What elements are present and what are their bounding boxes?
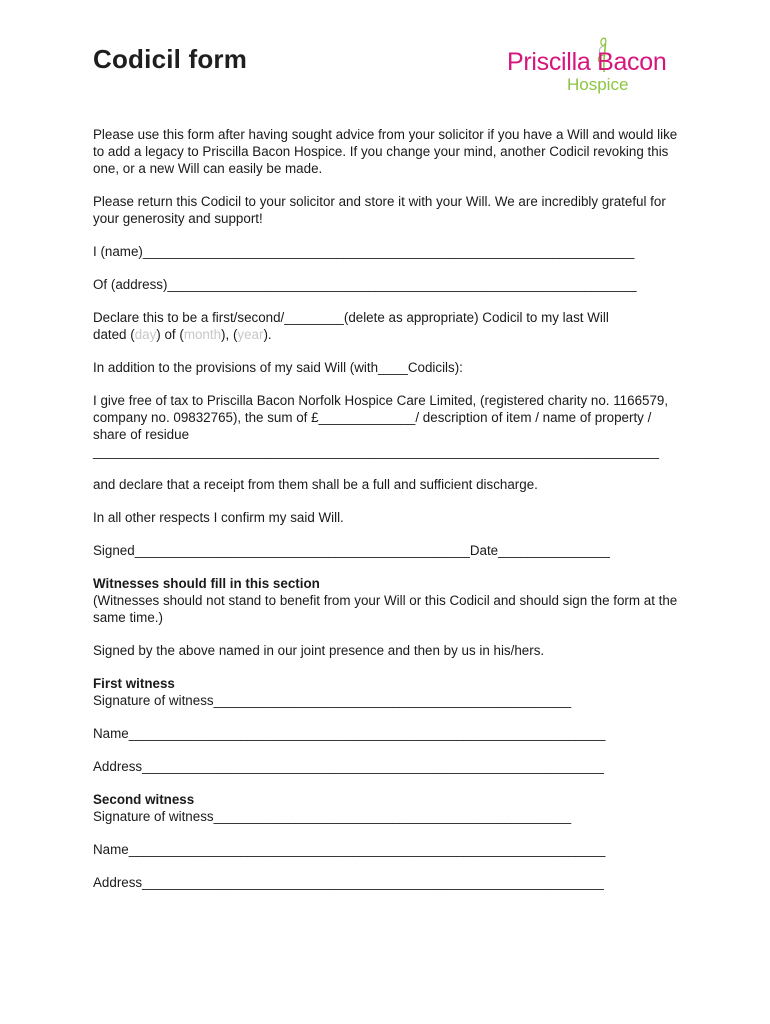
declaration-field[interactable] [93, 309, 683, 343]
second-witness-name-field[interactable]: Name________________________________________________________________ [93, 842, 606, 857]
witness-note: (Witnesses should not stand to benefit from your Will or this Codicil and should sign the form at the same time.) [93, 593, 678, 625]
second-witness-signature-field[interactable]: Signature of witness________________________________________________ [93, 809, 572, 824]
year-placeholder[interactable]: year [237, 327, 264, 342]
second-witness-heading: Second witness [93, 792, 195, 807]
logo-brand-sub: Hospice [567, 75, 629, 94]
first-witness-address-field[interactable]: Address______________________________________________________________ [93, 759, 604, 774]
confirm-text: In all other respects I confirm my said Will. [93, 510, 344, 525]
dated-prefix: dated ( [93, 327, 135, 342]
receipt-text: and declare that a receipt from them shall be a full and sufficient discharge. [93, 477, 538, 492]
declaration-line: Declare this to be a first/second/________(delete as appropriate) Codicil to my last Will [93, 310, 609, 325]
dated-suffix: ). [263, 327, 272, 342]
second-witness-address-field[interactable]: Address______________________________________________________________ [93, 875, 604, 890]
gift-text: I give free of tax to Priscilla Bacon Norfolk Hospice Care Limited, (registered charity no. 1166579, company no. 09832765), the sum of £_____________/ description of item / name of property / share of residue [93, 393, 669, 442]
first-witness-name-field[interactable]: Name________________________________________________________________ [93, 726, 606, 741]
priscilla-bacon-logo [507, 34, 699, 96]
intro-paragraph-2: Please return this Codicil to your solicitor and store it with your Will. We are incredibly grateful for your generosity and support! [93, 194, 666, 226]
first-witness-heading: First witness [93, 676, 175, 691]
signed-date-field[interactable]: Signed_____________________________________________Date_______________ [93, 543, 610, 558]
first-witness-signature-field[interactable]: Signature of witness________________________________________________ [93, 693, 572, 708]
dated-mid-2: ), ( [221, 327, 238, 342]
witness-section [93, 575, 683, 626]
gift-field[interactable] [93, 392, 683, 460]
intro-paragraph-1: Please use this form after having sought advice from your solicitor if you have a Will and would like to add a legacy to Priscilla Bacon Hospice. If you change your mind, another Codicil revoking this one, or a new Will can easily be made. [93, 127, 678, 176]
gift-line[interactable]: ____________________________________________________________________________ [93, 444, 659, 459]
address-field[interactable]: Of (address)_______________________________________________________________ [93, 277, 637, 292]
joint-presence-text: Signed by the above named in our joint presence and then by us in his/hers. [93, 643, 545, 658]
witness-heading: Witnesses should fill in this section [93, 576, 320, 591]
logo-brand-name: Priscilla Bacon [507, 48, 667, 76]
page-title: Codicil form [93, 44, 248, 74]
form-body [93, 126, 683, 907]
name-field[interactable]: I (name)__________________________________________________________________ [93, 244, 635, 259]
addition-field[interactable]: In addition to the provisions of my said Will (with____Codicils): [93, 360, 463, 375]
month-placeholder[interactable]: month [183, 327, 222, 342]
day-placeholder[interactable]: day [134, 327, 157, 342]
dated-mid-1: ) of ( [156, 327, 184, 342]
